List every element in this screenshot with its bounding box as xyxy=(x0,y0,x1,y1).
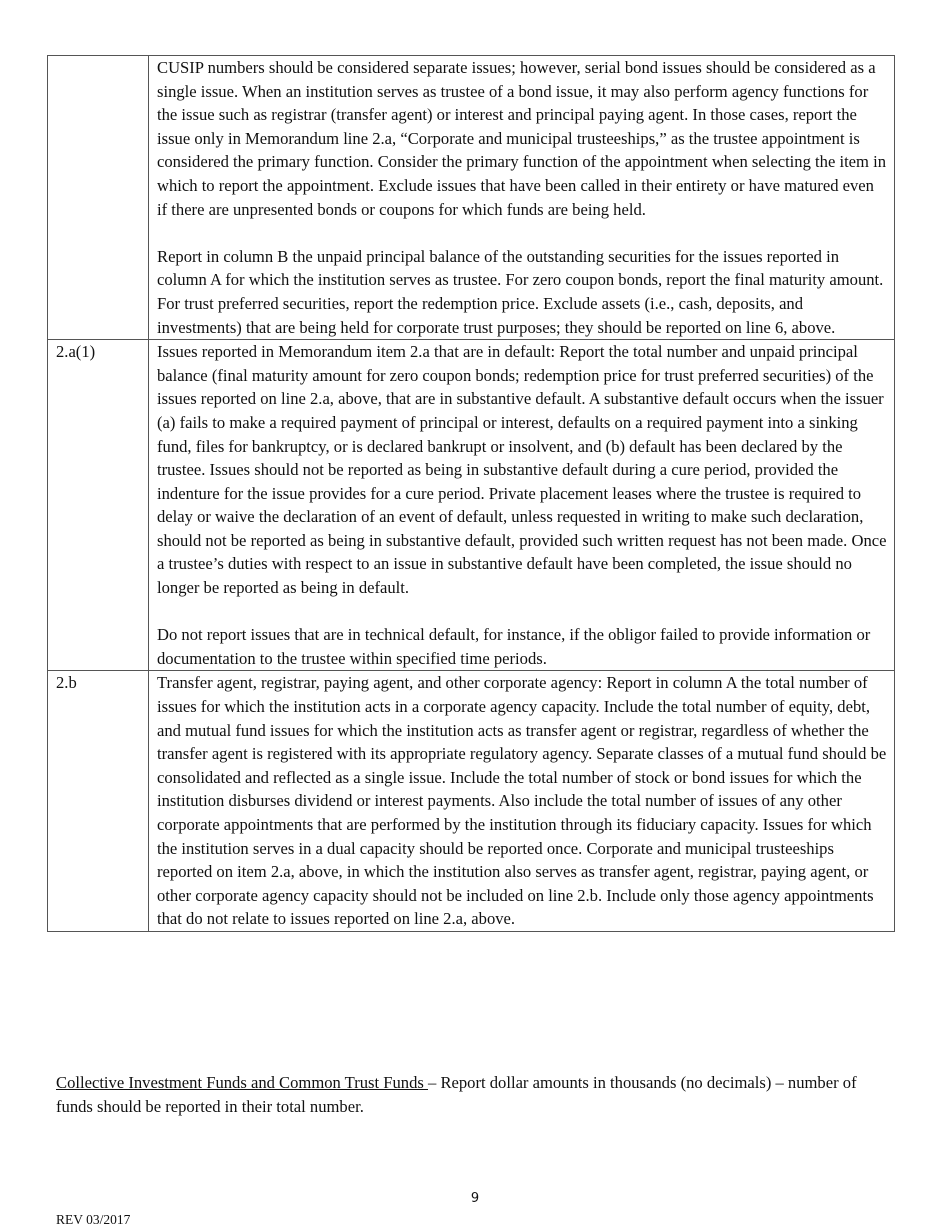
instructions-table xyxy=(47,55,895,932)
instruction-text-cell xyxy=(149,56,895,340)
table-row xyxy=(48,56,895,340)
instruction-paragraph: CUSIP numbers should be considered separate issues; however, serial bond issues should be considered as a single issue. When an institution serves as trustee of a bond issue, it may also perform agency functions for the issue such as registrar (transfer agent) or interest and principal paying agent. In those cases, report the issue only in Memorandum line 2.a, “Corporate and municipal trusteeships,” as the trustee appointment is considered the primary function. Consider the primary function of the appointment when selecting the item in which to report the appointment. Exclude issues that have been called in their entirety or have matured even if there are unpresented bonds or coupons for which funds are being held. xyxy=(157,58,887,219)
section-heading: Collective Investment Funds and Common Trust Funds xyxy=(56,1073,428,1092)
table-row xyxy=(48,671,895,932)
instruction-text-cell xyxy=(149,340,895,671)
page-number: 9 xyxy=(470,1191,480,1206)
revision-label: REV 03/2017 xyxy=(56,1212,131,1227)
instruction-paragraph: Do not report issues that are in technical default, for instance, if the obligor failed to provide information or documentation to the trustee within specified time periods. xyxy=(157,625,871,668)
instruction-text-cell xyxy=(149,671,895,932)
item-number-cell: 2.a(1) xyxy=(48,340,149,671)
item-number-cell xyxy=(48,56,149,340)
section-note xyxy=(56,1071,896,1118)
instruction-paragraph: Issues reported in Memorandum item 2.a that are in default: Report the total number and unpaid principal balance (final maturity amount for zero coupon bonds; redemption price for trust preferred securities) of the issues reported on line 2.a, above, that are in substantive default. A substantive default occurs when the issuer (a) fails to make a required payment of principal or interest, defaults on a required payment into a sinking fund, files for bankruptcy, or is declared bankrupt or insolvent, and (b) default has been declared by the trustee. Issues should not be reported as being in substantive default during a cure period, provided the indenture for the issue provides for a cure period. Private placement leases where the trustee is required to delay or waive the declaration of an event of default, unless requested in writing to make such declaration, should not be reported as being in substantive default, provided such written request has not been made. Once a trustee’s duties with respect to an issue in substantive default have been completed, the issue should no longer be reported as being in default. xyxy=(157,342,887,598)
instruction-paragraph: Report in column B the unpaid principal balance of the outstanding securities for the issues reported in column A for which the institution serves as trustee. For zero coupon bonds, report the final maturity amount. For trust preferred securities, report the redemption price. Exclude assets (i.e., cash, deposits, and investments) that are being held for corporate trust purposes; they should be reported on line 6, above. xyxy=(157,246,884,337)
table-row xyxy=(48,340,895,671)
item-number-cell: 2.b xyxy=(48,671,149,932)
instruction-paragraph: Transfer agent, registrar, paying agent, and other corporate agency: Report in column A the total number of issues for which the institution acts in a corporate agency capacity. Include the total number of equity, debt, and mutual fund issues for which the institution acts as transfer agent or registrar, regardless of whether the transfer agent is registered with its appropriate regulatory agency. Separate classes of a mutual fund should be consolidated and reflected as a single issue. Include the total number of stock or bond issues for which the institution disburses dividend or interest payments. Also include the total number of issues of any other corporate appointments that are performed by the institution through its fiduciary capacity. Issues for which the institution serves in a dual capacity should be reported once. Corporate and municipal trusteeships reported on item 2.a, above, in which the institution also serves as transfer agent, registrar, paying agent, or other corporate agency capacity should not be included on line 2.b. Include only those agency appointments that do not relate to issues reported on line 2.a, above. xyxy=(157,673,887,929)
section-note-text: – Report dollar amounts in thousands (no decimals) – number of funds should be reported in their total number. xyxy=(56,1073,857,1116)
